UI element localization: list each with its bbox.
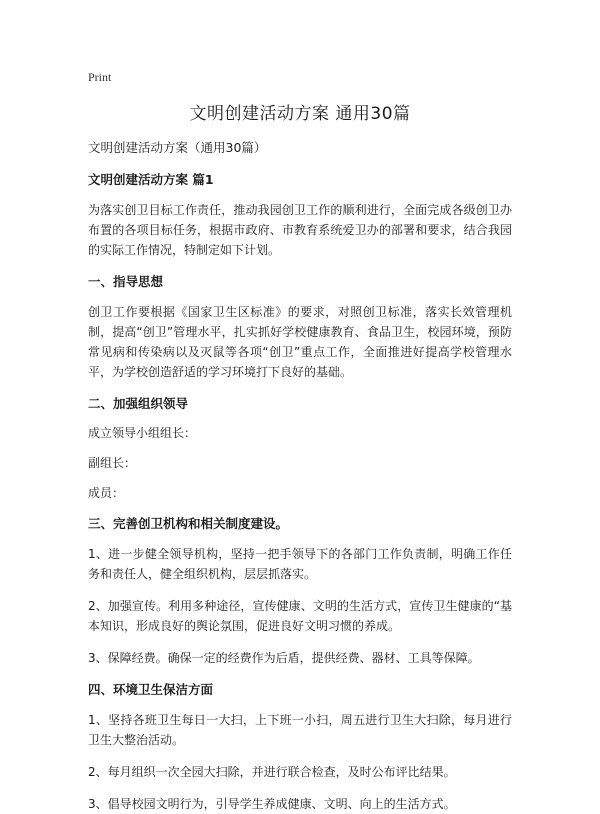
- document-subtitle: 文明创建活动方案（通用30篇）: [88, 140, 267, 155]
- intro-paragraph: 为落实创卫目标工作责任，推动我园创卫工作的顺利进行，全面完成各级创卫办布置的各项目标任务，根据市政府、市教育系统爱卫办的部署和要求，结合我园的实际工作情况，特制定如下计划。: [88, 203, 512, 257]
- deputy-leader-line: 副组长：: [88, 456, 137, 470]
- list-item: 2、加强宣传。利用多种途径，宣传健康、文明的生活方式，宣传卫生健康的“基本知识，形成良好的舆论氛围，促进良好文明习惯的养成。: [88, 599, 512, 633]
- section-heading-cleaning: 四、环境卫生保洁方面: [88, 682, 214, 697]
- list-item: 1、坚持各班卫生每日一大扫，上下班一小扫，周五进行卫生大扫除，每月进行卫生大整治活动。: [88, 713, 512, 747]
- chapter-title: 文明创建活动方案 篇1: [88, 172, 214, 187]
- list-item: 2、每月组织一次全园大扫除，并进行联合检查，及时公布评比结果。: [88, 765, 456, 779]
- print-link[interactable]: Print: [88, 70, 112, 84]
- section-heading-institutions: 三、完善创卫机构和相关制度建设。: [88, 516, 289, 531]
- section-heading-guiding-ideology: 一、指导思想: [88, 274, 164, 289]
- members-line: 成员：: [88, 486, 125, 500]
- document-title: 文明创建活动方案 通用30篇: [189, 104, 411, 124]
- list-item: 1、进一步健全领导机构，坚持一把手领导下的各部门工作负责制，明确工作任务和责任人，健全组织机构，层层抓落实。: [88, 547, 512, 581]
- section-paragraph: 创卫工作要根据《国家卫生区标准》的要求，对照创卫标准，落实长效管理机制，提高“创卫”管理水平，扎实抓好学校健康教育、食品卫生，校园环境，预防常见病和传染病以及灭鼠等各项“创卫”重点工作，全面推进好提高学校管理水平，为学校创造舒适的学习环境打下良好的基础。: [88, 305, 512, 379]
- section-heading-leadership: 二、加强组织领导: [88, 396, 189, 411]
- leader-line: 成立领导小组组长：: [88, 426, 197, 440]
- list-item: 3、保障经费。确保一定的经费作为后盾，提供经费、器材、工具等保障。: [88, 651, 480, 665]
- list-item: 3、倡导校园文明行为，引导学生养成健康、文明、向上的生活方式。: [88, 797, 456, 811]
